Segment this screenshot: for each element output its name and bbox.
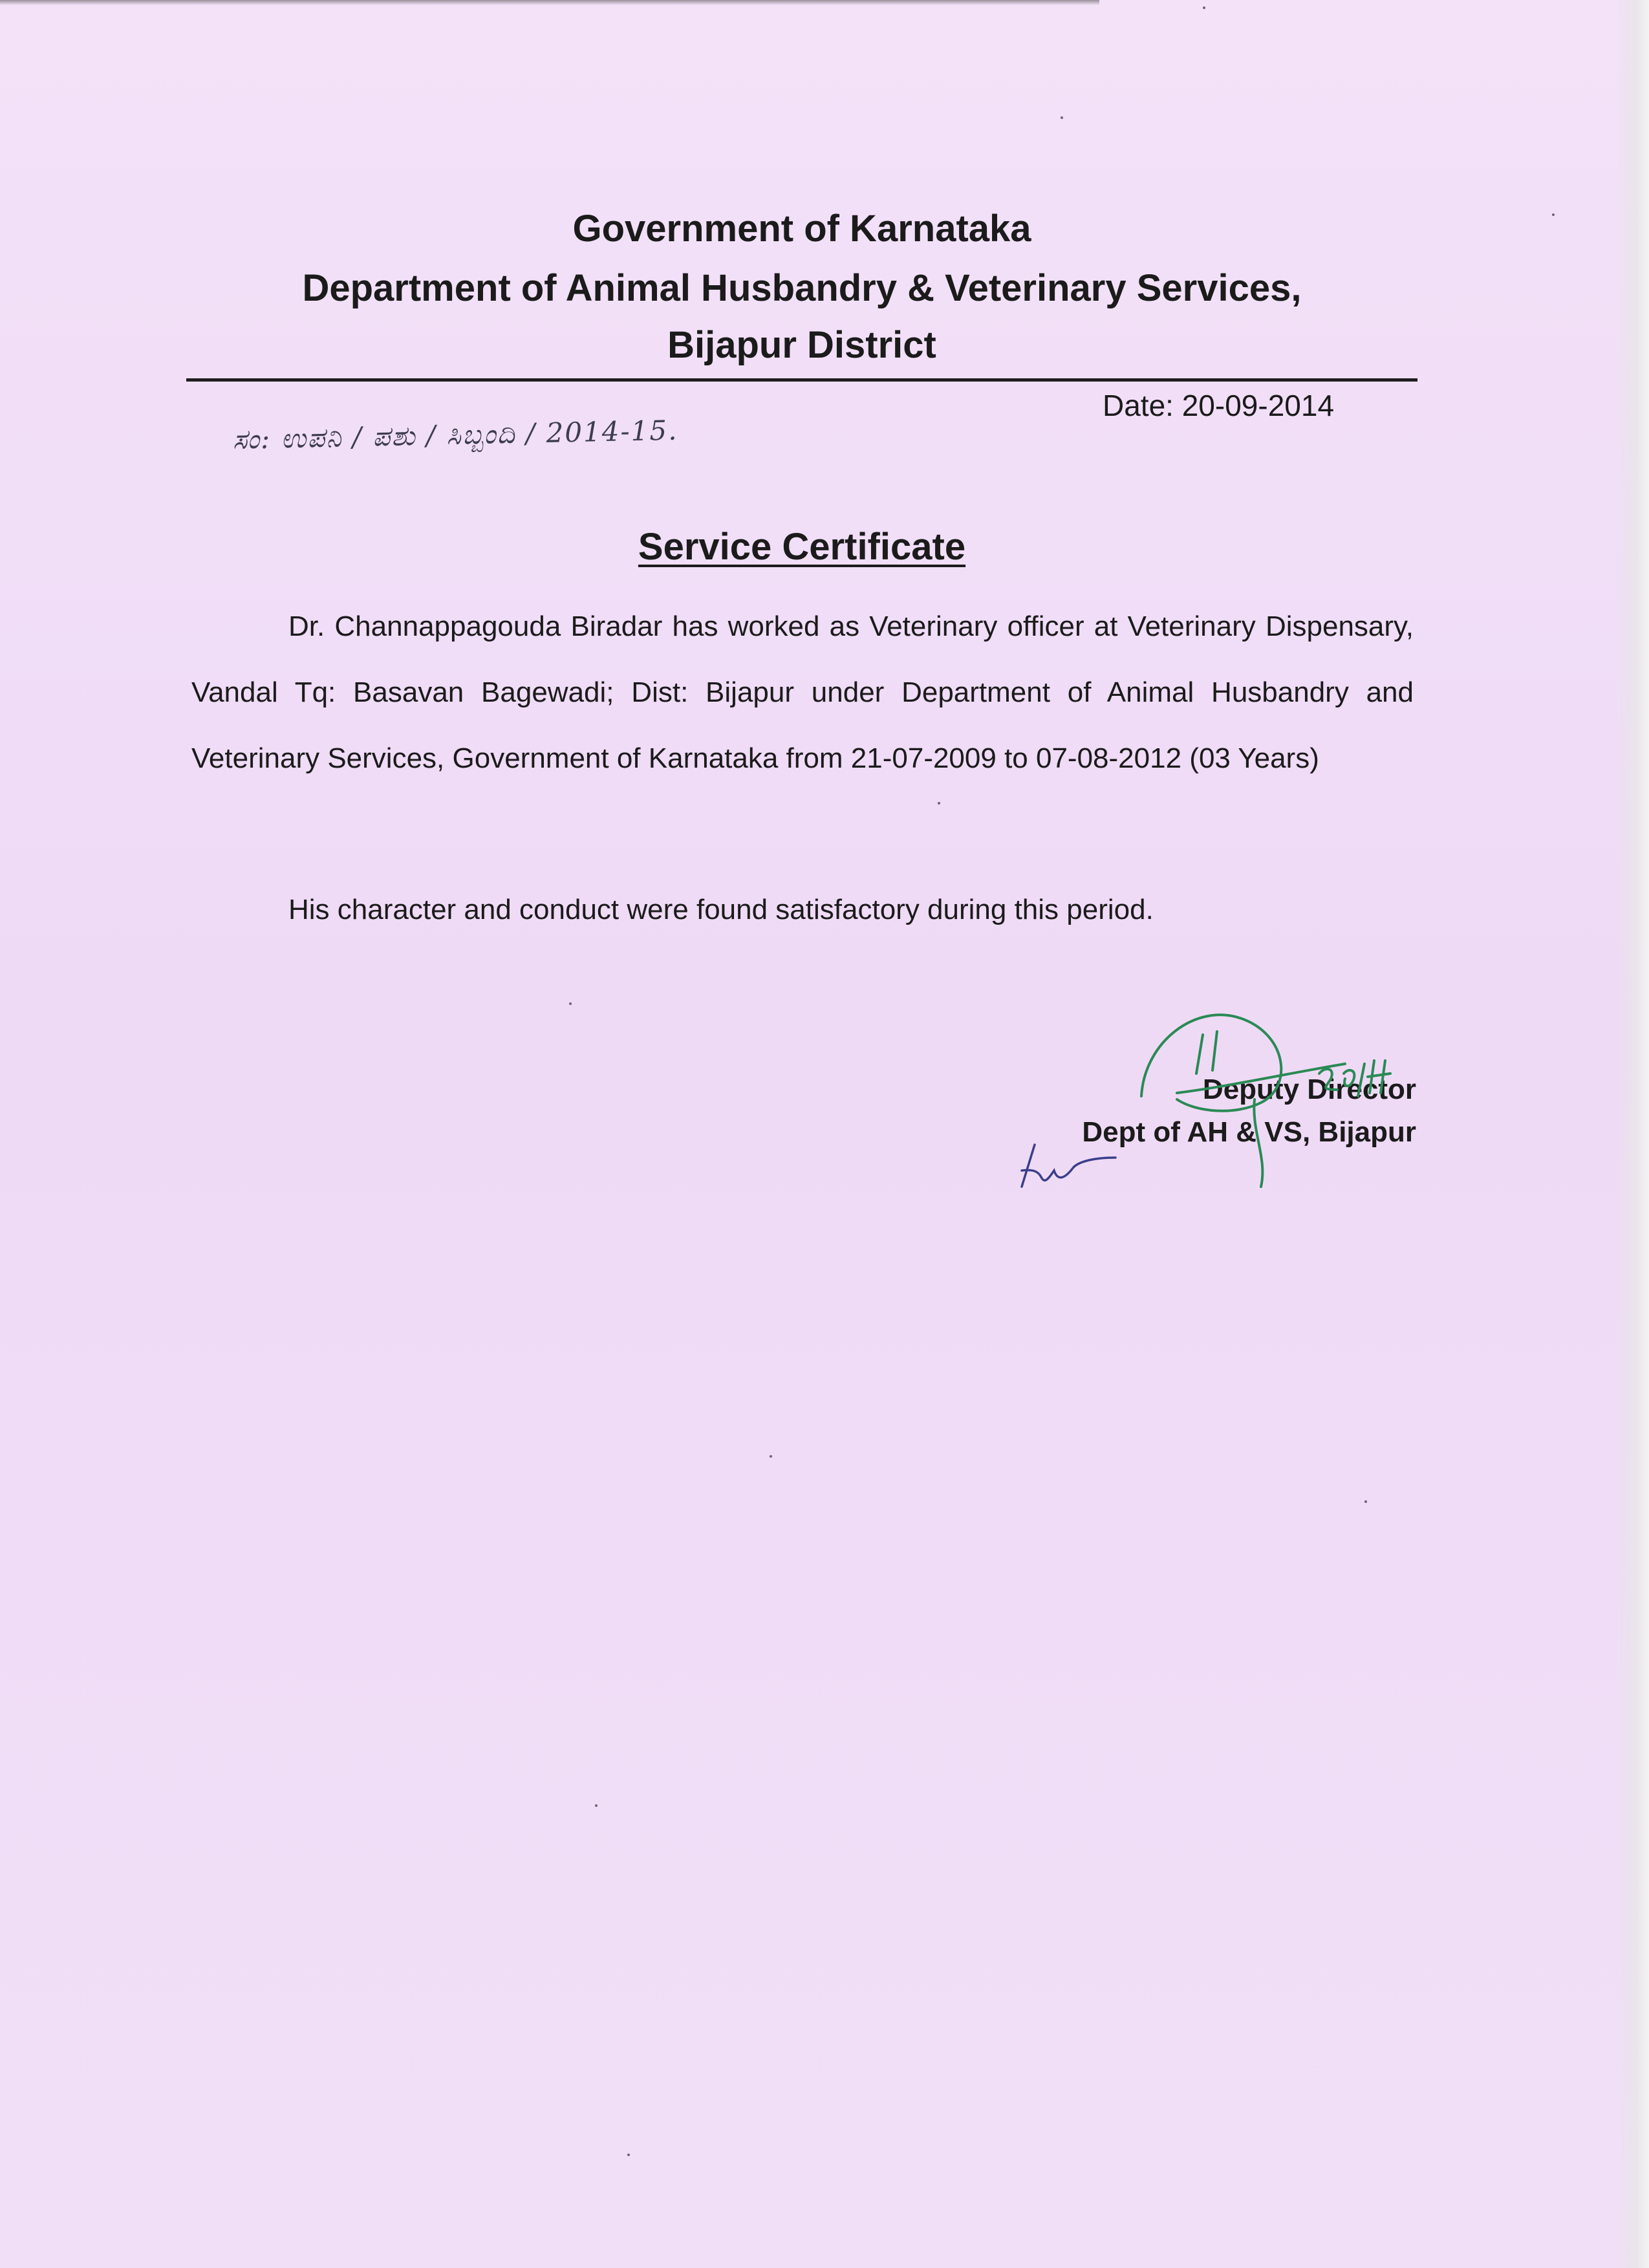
header-rule: [186, 378, 1417, 382]
scan-speck: [770, 1455, 772, 1458]
signatory-designation: Deputy Director: [1202, 1074, 1416, 1105]
scan-speck: [627, 2154, 630, 2156]
scan-speck: [569, 1002, 572, 1005]
scan-speck: [1203, 6, 1205, 9]
certificate-title: Service Certificate: [638, 526, 966, 568]
scan-speck: [1552, 213, 1555, 216]
header-district: Bijapur District: [667, 324, 936, 366]
scan-speck: [595, 1804, 598, 1807]
conduct-statement: His character and conduct were found satisfactory during this period.: [288, 894, 1154, 925]
scan-top-edge: [0, 0, 1099, 5]
header-department: Department of Animal Husbandry & Veterinary Services,: [302, 267, 1302, 309]
green-signature-stroke: [1141, 1015, 1390, 1187]
scan-right-edge: [1617, 0, 1649, 2268]
certificate-body-paragraph: Dr. Channappagouda Biradar has worked as Veterinary officer at Veterinary Dispensary, Vandal Tq: Basavan Bagewadi; Dist: Bijapur under Department of Animal Husbandry and Veterinary Services, Government of Karnataka from 21-07-2009 to 07-08-2012 (03 Years): [191, 610, 1414, 774]
reference-number-handwritten: ಸಂ: ಉಪನಿ / ಪಶು / ಸಿಬ್ಬಂದಿ / 2014-15.: [232, 414, 678, 455]
scan-speck: [1061, 116, 1063, 119]
scan-speck: [1364, 1500, 1367, 1503]
signatory-office: Dept of AH & VS, Bijapur: [1082, 1116, 1416, 1148]
issue-date: Date: 20-09-2014: [1103, 389, 1335, 422]
initials-stroke: [1022, 1145, 1116, 1187]
header-government: Government of Karnataka: [572, 208, 1031, 250]
handwritten-signature: [983, 964, 1449, 1222]
scan-speck: [938, 802, 940, 805]
